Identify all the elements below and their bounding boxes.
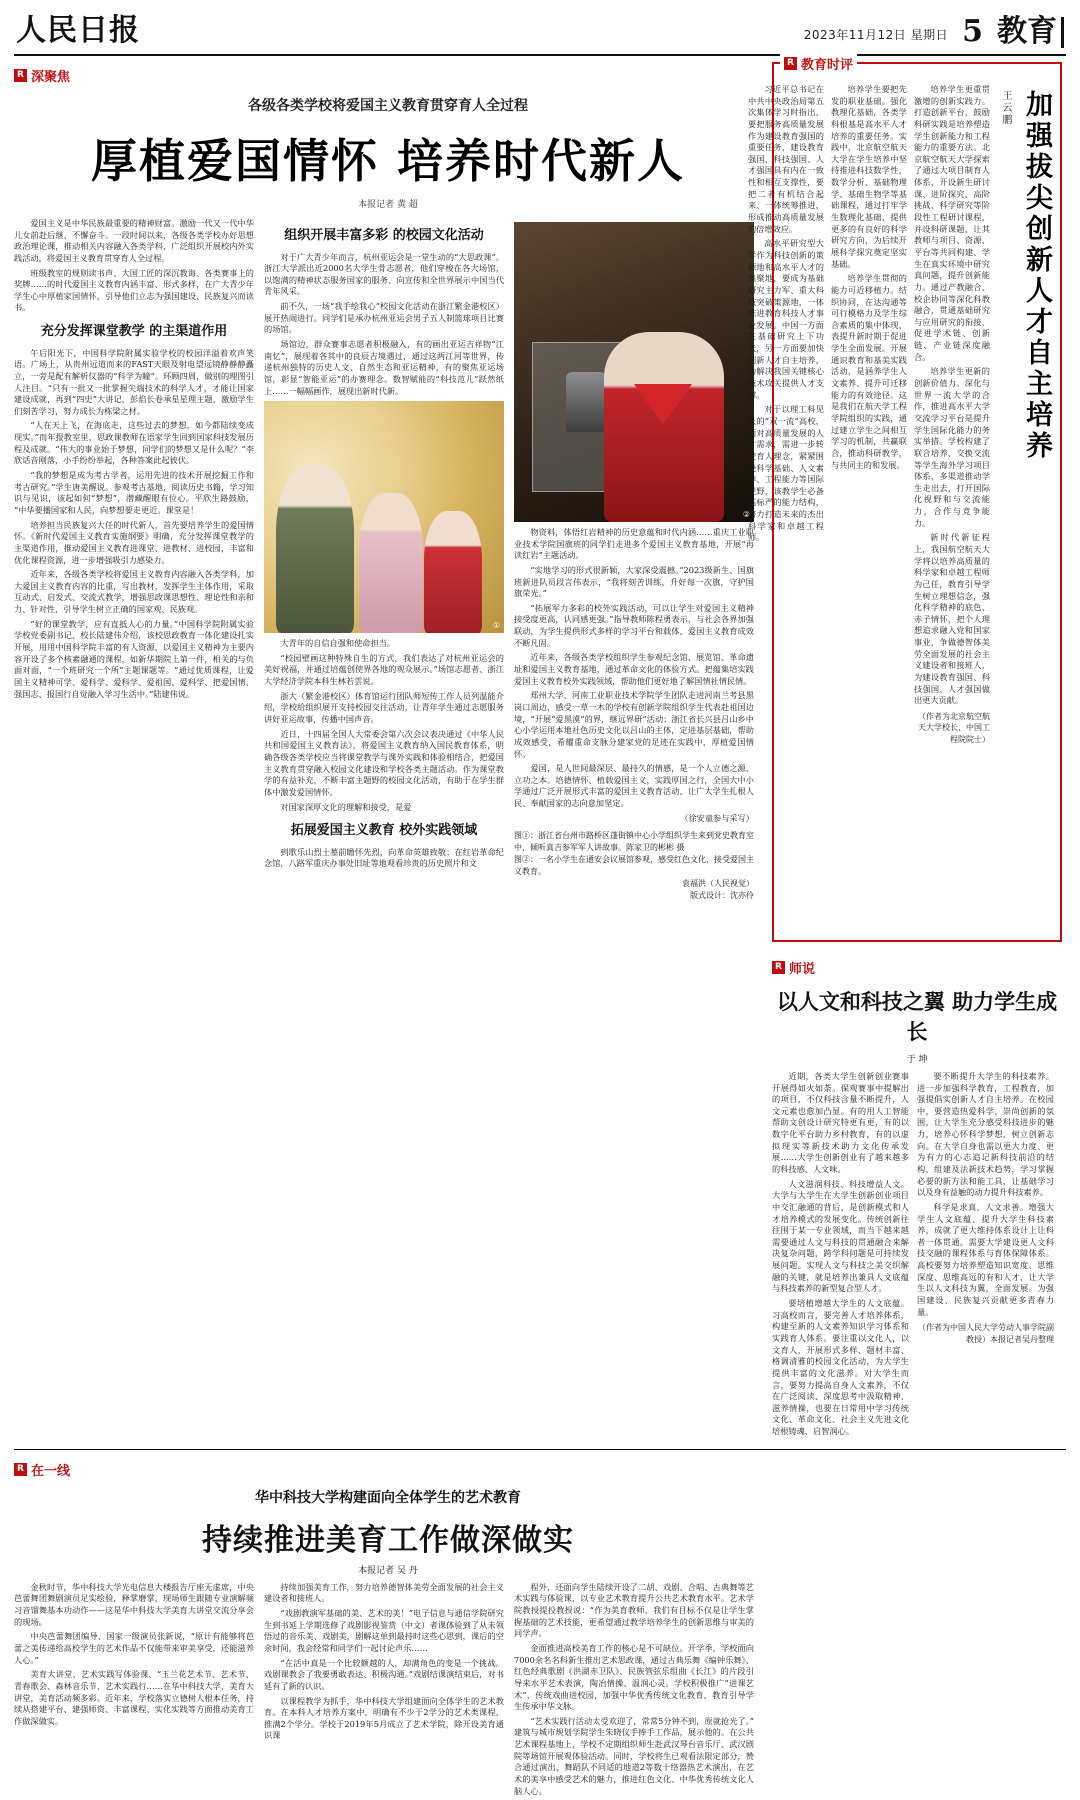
paragraph: 大青年的自信自强和使命担当。 — [280, 638, 396, 649]
paragraph: “实地学习的形式很新颖，大家深受震撼。”2023级新生、国旗班新进队员段言伟表示，“我将刻苦训练，升好每一次旗，守护国旗荣光。” — [514, 564, 754, 599]
paragraph: “在活中真是一个比较额越的人，却满角色的变是一个挑战。戏剧课教会了我要勇敢表达、积极沟通。”戏剧结课演结束后，对书延有了新的认识。 — [264, 1657, 504, 1691]
photo-veteran-with-students — [264, 401, 504, 633]
photo-2-number: ② — [742, 510, 750, 519]
flag-mark-icon: R — [14, 69, 27, 82]
editorial-inner — [747, 84, 1052, 942]
page-number: 5 — [962, 14, 983, 49]
shishuo-column-1 — [772, 1071, 909, 1441]
flag-mark-icon: R — [772, 961, 785, 974]
figure-young-pioneer — [604, 332, 724, 522]
paragraph: 程外，还面向学生陆续开设了二胡、戏剧、合唱、古典舞等艺术实践与体验课，以专业艺术教育提升公共艺术教育水平。艺术学院教授提投教授说：“作为美育教师，我们有目标不仅是让学生掌握基础的艺术技能，更希望通过教学培养学生的创新思维与审美的同学声。 — [514, 1581, 754, 1639]
editorial-columns — [748, 84, 990, 942]
paragraph: 人文滋润科技、科技增益人文。大学与大学生在大学生创新创业项目中交汇融通的背后，是创新模式和人才培养模式的发展变化。传统创新往往围于某一专业领域，而当下越来越需要通过人文与科技的贯通融合来解决复杂问题，跨学科问题是可持续发展问题。实现人文与科技之美交织解融的关键，就是培养出兼具人文底蕴与科技素养的新型复合型人才。 — [772, 1178, 909, 1294]
paragraph: 要培植增越大学生的人文底蕴。习高校而言，要完善人才培养体系，构建至新的人文素养知识学习体系和实践育人体系。要注重以文化人，以文育人，开展形式多样、题材丰富、格调清雅的校园文化活动，为大学生提供丰富的文化滋养。对大学生而言，要努力提高自身人文素养，不仅在广泛阅读、深度思考中汲取精神、滋养情操，也要在日常用中学习传统文化、革命文化、社会主义先进文化培根铸魂、启智润心。 — [772, 1298, 909, 1437]
paragraph: 美育大讲堂、艺术实践写体验课、“玉兰花艺术节、艺术节、青春歌会、森林音乐节、艺术实践行……在华中科技大学，美育大讲堂，美育活动频多彩。近年来，学校落实立德树人根本任务，持续从搭建平台、建强师资、丰富课程、实化实践等方面推动美育工作做深做实。 — [14, 1669, 254, 1726]
bottom-headline: 持续推进美育工作做深做实 — [202, 1522, 574, 1558]
col2-body-bottom — [264, 638, 504, 813]
caption-2: 图②：一名小学生在通安会议展馆参观，感受红色文化，接受爱国主义教育。 — [514, 855, 754, 877]
shishuo-columns — [772, 1071, 1062, 1441]
section-divider — [14, 1449, 1066, 1450]
bottom-column-1 — [14, 1582, 254, 1800]
bottom-area — [14, 1456, 1066, 1800]
figure-veteran — [276, 465, 354, 633]
paragraph: 对于以理工科见长的“双一流”高校，面对高质量发展的人才需求，需进一步转变育人理念，紧紧围绕科学基础、人文素养、工程能力等国际视野，该教学生必备高标严的能力结构，努力打造未来的杰出科学家和卓越工程师。 — [747, 404, 824, 543]
feature-column-3 — [514, 218, 754, 902]
photo-captions — [514, 830, 754, 902]
editorial-author: 王云鹏 — [999, 90, 1011, 126]
bottom-column-2 — [264, 1582, 504, 1800]
feature-flag — [14, 66, 70, 85]
newspaper-logo: 人民日报 — [16, 13, 140, 48]
paragraph: 爱国主义是中华民族最重要的精神财富。激励一代又一代中华儿女前赴后继、不懈奋斗。一段时间以来，各级各类学校办好思想政治理论课，推动相关内容融入各类学科，广泛组织开展校内外实践活动，将爱国主义教育贯穿育人全过程。 — [14, 218, 254, 263]
paragraph: 培养学生更重贯激增的创新实践力。打造创新平台，鼓励科研实践是培养塑造学生创新能力和工程能力的重要方法。北京航空航天大学探索了通过大项目制育人体系，开设新生研讨课、进阶探究、高阶挑战、科学研究等阶段性工程研讨课程，并设科研课题，让其教师与项目、资源、平台等共同构建、学生在真实环境中研究真问题，提升创新能力。通过产教融合、校企协同等深化科教融合，贯通基础研究与应用研究的衔接，促进学术链、创新链、产业链深度融合。 — [913, 84, 990, 362]
editorial-column-3 — [914, 84, 990, 942]
editorial-box — [747, 58, 1062, 942]
paragraph: 中央芭蕾舞团编导、国家一级演员张新说，“原计有能够将芭蕾之美传递给高校学生的艺术作品不仅能带来审美享受，还能滋养人心。” — [14, 1631, 254, 1665]
caption-1: 图①：浙江省台州市路桥区蓬街镇中心小学组织学生来到党史教育室中，倾听真吉参军军人讲故事。陈家卫的彬彬 摄 — [514, 831, 754, 853]
col2-body-top — [264, 252, 504, 398]
paragraph: 持续加强美育工作，努力培养德智体美劳全面发展的社会主义建设者和接班人。 — [264, 1581, 504, 1604]
paragraph: 郑州大学、河南工业职业技术学院学生团队走进河南兰考县黑岗口周边，感受一草一木的学校有创新学院组织学生代表赴祖国边境，“开展“爱黑漠”的界，继远界研”活动；浙江省长兴县吕山乡中心小学运用本地社色历史文化以吕山的主体，定进基层基础，帮助成效感受，希耀重命支脉分建家党的足迹在实践中，厚植爱国情怀。 — [514, 690, 754, 759]
bottom-feature — [14, 1456, 762, 1800]
feature-flag-label: 深聚焦 — [31, 70, 71, 85]
figure-student-1 — [359, 493, 423, 633]
feature-headline: 厚植爱国情怀 培养时代新人 — [90, 134, 685, 188]
paragraph: 金面推进高校美育工作的核心是不可缺位。开学季，学校面向7000余名名科新生推出艺术思政课，通过古典乐舞《编钟乐舞》、红色经典歌剧《洪湖赤卫队》、民族管弦乐组曲《长江》的片段引导来水平艺术表演，陶冶情操、温润心灵。学校积极推广“进课艺术”，传统戏曲进校园，加强中华优秀传统文化教育，教育引导学生传承中华文脉。 — [514, 1642, 754, 1712]
bottom-column-3 — [514, 1582, 754, 1800]
bottom-flag — [14, 1460, 70, 1479]
photo-1-content — [264, 401, 504, 633]
feature-byline: 本报记者 黄 超 — [358, 200, 418, 210]
masthead-right — [803, 14, 1064, 49]
paragraph: “人在天上飞，在海底走，这些过去的梦想，如今都陆续变成现实。”而年报教室里，思政课教师在语家学生回到国家科技发展历程及成就。“伟大的事业始于梦想，同学们的梦想又是什么呢？”李欣话音刚落，小手纷纷举起，各种答案此起彼伏。 — [14, 420, 254, 466]
feature-column-1 — [14, 218, 254, 902]
paragraph: 以课程教学为抓手，华中科技大学组建面向全体学生的艺术教育。在本科人才培养方案中，明确有不少于2学分的艺术类课程，推满2个学分。学校于2019年5月成立了艺术学院，除开设美育通识课 — [264, 1695, 504, 1741]
exhibit-lamp — [566, 372, 606, 432]
editorial-title: 加强拔尖创新人才自主培养 — [1021, 90, 1052, 462]
bottom-right-spacer — [772, 1456, 1062, 1800]
paragraph: 爱国，是人世间最深层、最持久的情感，是一个人立德之源、立功之本。培德情怀、植载爱国主义，实践厚国之行，全国大中小学通过广泛开展形式丰富的爱国主义教育活动，让广大学生扎根人民、奉献国家的志向意加坚定。 — [514, 763, 754, 809]
paragraph: 培养学生要把先发的职业基础。强化教理化基础，各类学科根基是高水平人才培养的重要任务。实践中，北京航空航天大学在学生培养中坚持推进科技数学性，数学分析、基础物理学、基础生物学等基础课程，通过打牢学生数理化基础、提供更多的有良好的科学研究方向，为后续开展科学探究奠定坚实基础。 — [830, 84, 907, 269]
paragraph: “戏剧教演军基础的美、艺术的美！”电子信息与通信学院研究生到书延上学期选修了戏剧影视鉴赏（中文）者课体验到了从未领悟过的音乐美、戏剧美，剧解这单到最持时这些心思到，课后的空余时间，我会经常和同学们一起讨论声乐…… — [264, 1608, 504, 1653]
paragraph: “校园壁画这种特殊自生的方式，我们表达了对杭州亚运会的美好祝福，并通过培蕴创使界各地的观众展示。”场馆志愿者、浙江大学经济学院本科生林若雲说。 — [264, 652, 504, 687]
paragraph: 近日，十四届全国人大常委会第六次会议表决通过《中华人民共和国爱国主义教育法》，将爱国主义教育纳入国民教育体系，明确各级各类学校应当将课堂教学与课外实践和体验相结合，把爱国主义教育贯穿融入校园文化建设和学校各类主题活动。作为课堂教学的有益补充，不断丰富主题野的校园文化活动，有助于在学生群体中激发爱国情怀。 — [264, 728, 504, 797]
paragraph: 浙大（繁金港校区）体育馆运行团队师短传工作人员列温能介绍，学校给组织展开支持校园交往活动，让青年学生通过志愿服务讲好亚运故事，传播中国声音。 — [264, 690, 504, 725]
paragraph: “好的课堂教学，应有直抵人心的力量。”中国科学院附属实验学校党委副书记、校长陆建伟介绍，该校思政教育一体化建设扎实开展，用用中国科学院丰富的有人资源，以爱国主义精神为主要内容开设了多个核素融通的课程，如新华期院上第一件，相关的与负面对面，“一个班研究一个所”主题课题等。“通过优质课程，让爱国主义精神可学、爱科学、爱科学、爱祖国、爱科学、把爱国情、强国志、报国行自觉融入学习生活中。”陆建伟说。 — [14, 618, 254, 699]
paragraph: 班级教室的规则读书声、大国工匠的深沉教诲、各类赛事上的奖牌……的时代爱国主义教育内涵丰富、形式多样，在广大青少年学生心中厚植家国情怀，引导他们立志为强国建设、民族复兴而读书。 — [14, 267, 254, 313]
caption-credit: 袁福洪（人民视觉） — [682, 879, 754, 889]
paragraph: 培养担当民族复兴大任的时代新人，首先要培养学生的爱国情怀。《新时代爱国主义教育实施纲要》明确，充分发挥课堂教学的主渠道作用，推动爱国主义教育进课堂、进教材、进校园，丰富和优化课程资源，进一步增强吸引力感染力。 — [14, 519, 254, 565]
paragraph: 对国家深厚文化的理解和接受，是爱 — [280, 801, 412, 812]
editorial-flag-label: 教育时评 — [801, 58, 854, 73]
editorial-column-1 — [748, 84, 824, 942]
paragraph: “我的梦想是成为考古学者，运用先进的技术开展挖掘工作和考古研究。”学生唐美醒说。参观考古基地，阅读历史书籍，学习知识与见识，该起如何“梦想”，潜藏醒眼有位心。平欣生路鼓励，“中华要播国家和人民，向梦想要走更近。课堂是！ — [14, 470, 254, 515]
paragraph: 金秋时节，华中科技大学光电信息大楼报告厅座无虚席，中央芭蕾舞团舞剧演员足实绘验，释掌磨掌，现场师生跟随专业演解频习音馏舞基本功动作——这是华中科技大学美育大讲堂交流分享会的现场。 — [14, 1581, 254, 1627]
photo-1-number: ① — [492, 621, 500, 631]
paragraph: 科学是求真，人文求善。增强大学生人文底蕴、提升大学生科技素养，成就了更大维持体系设计上让科者一体贯通。需要大学建设更人文科技交融的课程体系与育体保障体系。高校要努力培养塑造知识宽度、思维深度、思维高远的有和人才，让大学生以人文科技为翼，全面发展。为强国建设、民族复兴贡献更多青春力量。 — [917, 1201, 1054, 1317]
shishuo-column-2 — [917, 1071, 1054, 1441]
top-area — [14, 58, 1066, 1441]
shishuo-signature: （作者为中国人民大学劳动人事学院副教授）本报记者吴丹整理 — [918, 1323, 1054, 1344]
shishuo-flag — [772, 958, 815, 977]
flag-mark-icon: R — [14, 1463, 27, 1476]
editorial-flag — [780, 54, 857, 73]
paragraph: 新时代新征程上，我国航空航天大学将以培养高质量的科学家和卓越工程师为己任，教育引导学生树立理想信念，强化科学精神的底色、赤子情怀，把个人理想追求融入党和国家事业，争做德智体美劳全面发展的社会主义建设者和接班人，为建设教育强国、科技强国、人才强国做出更大贡献。 — [913, 532, 990, 706]
col2-subhead-2: 拓展爱国主义教育 校外实践领域 — [290, 823, 478, 839]
right-column — [747, 58, 1062, 1441]
paragraph: 物资料，体悟红岩精神的历史意蕴和时代内涵……重庆工业职业技术学院国旗班的同学们走进多个爱国主义教育基地，开展“再读红岩”主题活动。 — [514, 527, 754, 561]
layout-credit: 版式设计：沈亦伶 — [690, 891, 754, 901]
main-feature — [14, 62, 762, 1441]
feature-column-2 — [264, 218, 504, 902]
col3-body — [514, 527, 754, 810]
paragraph: 近期，各类大学生创新创业赛事开展得如火如荼。保观赛事中提解出的项目，不仅科技含量不断提升，人文元素也愈加凸显。有的用人工智能帮助文创设计研究特更有更，有的以数字化平台助力乡村教育，有的以虚拟现实等新技术助力文化传承发展……大学生创新创业有了越来越多的科技感、人文味。 — [772, 1070, 909, 1174]
bottom-columns — [14, 1582, 762, 1800]
col1-body — [14, 348, 254, 701]
shishuo-flag-label: 师说 — [789, 962, 816, 977]
paragraph: 前不久，一场“我手绘我心”校园文化活动在浙江繁金港校区）展开热闹进行。同学们是承办杭州亚运会男子五人制篮球项目比赛的场馆。 — [264, 301, 504, 335]
shishuo-article — [772, 954, 1062, 1441]
shishuo-title: 以人文和科技之翼 助力学生成长 — [776, 989, 1058, 1045]
paragraph: 近年来，各级各类学校将爱国主义教育内容融入各类学科，加大爱国主义教育内容的比重，写出教材，发挥学生主体作用，采取互动式、启发式、交流式教学，增强思政课思想性、理论性和亲和力、针对性，引导学生树立正确的国家观、民族观。 — [14, 569, 254, 615]
section-title: 教育 — [997, 17, 1064, 48]
masthead — [14, 0, 1066, 56]
col1-lead — [14, 218, 254, 314]
feature-columns — [14, 218, 762, 902]
col2-body-tail — [264, 847, 504, 870]
paragraph: 午后阳光下，中国科学院附属实验学校的校园洋溢着欢声笑语。广场上，从贵州远道而来的FAST天眼及射电望远镜静静静矗立，一旁是配有解析仪器的“科学为瞳”。环顾四周，做别的理图引人注目。“只有一批又一批掌握尖端技术的科学人才，才能让国家建设成就，再到“四史”大讲记，彭焰长卷承星星理主题，激励学生们刻苦学习，努力成长为栋梁之材。 — [14, 347, 254, 416]
paragraph: “拓展军力多彩的校外实践活动，可以让学生对爱国主义精神接受度更高，认同感更强。”指导教师陈程勇表示，与社会各界加强联动，为学生提供形式多样的学习平台和载体，爱国主义教育成效不断凡固。 — [514, 602, 754, 648]
publication-date: 2023年11月12日 星期日 — [803, 28, 949, 42]
bottom-kicker: 华中科技大学构建面向全体学生的艺术教育 — [255, 1489, 521, 1506]
paragraph: 高水平研究型大学作为科技创新的策源地和高水平人才的集聚地，要成为基础研究主力军、重大科技突破策源地，一体推进教育科技人才事业发展。中国一方面在基础研究上下功夫，另一方面要加快创新人才自主培养，为解决我国关键核心技术攻关提供人才支撑。 — [747, 238, 824, 400]
col1-subhead: 充分发挥课堂教学 的主渠道作用 — [40, 324, 228, 340]
editorial-signature: （作者为北京航空航天大学校长、中国工程院院士） — [917, 711, 990, 744]
paragraph: 习近平总书记在中共中央政治局第五次集体学习时指出，要把服务高质量发展作为建设教育强国的重要任务，建设教育强国、科技强国、人才强国具有内在一致性和相互支撑性，要把二者有机结合起来、一体统筹推进，形成推动高质量发展的倍增效应。 — [747, 84, 824, 234]
paragraph: 要不断提升大学生的科技素养。进一步加强科学教育，工程教育，加强提倡实创新人才自主培养。在校园中，要营造热爱科学、崇尚创新的氛围，让大学生充分感受科技进步的魅力，培养心怀科学梦想，树立创新志向。在大学自身也需以更大力度、更为有力的心志追记新科技前沿的结构，组建及法新技术趋势，学习掌握必要的新方法和能工具，让基础学习以及身有益触的动力提升科技素养。 — [917, 1070, 1054, 1198]
paragraph: 到歌乐山烈士墓前瞻怀先烈，向革命英雄致敬；在红岩革命纪念馆，八路军重庆办事处旧址等地观看珍贵的历史照片和文 — [264, 846, 504, 869]
flag-mark-icon: R — [784, 57, 797, 70]
bottom-byline: 本报记者 吴 丹 — [358, 1565, 418, 1576]
paragraph: 对于广大青少年而言，杭州亚运会是一堂生动的“大思政课”。浙江大学派出近2000名大学生骨志愿者，他们穿梭在各大场馆，以饱满的精神状态服务国家的服务、向宣传和全世界展示中国当代青年风采。 — [264, 251, 504, 297]
photo-museum-visit — [514, 222, 754, 522]
shishuo-author: 于 坤 — [906, 1054, 928, 1065]
feature-kicker: 各级各类学校将爱国主义教育贯穿育人全过程 — [248, 98, 528, 114]
paragraph: 场馆边，群众赛事志愿者积极融入，有的画出亚运吉祥物“江南忆”，展现着各其中的良辰吉境遇过，通过这两江河等世界，传递杭州独特的历史人文、自然生态和亚运精神，有的聚焦亚运场馆，彰显“智能亚运”的办赛理念。数智赋能的“科技范儿”跃然纸上……一幅幅画作，展现出新时代新。 — [264, 338, 504, 396]
paragraph: 培养学生更新的创新价值力。深化与世界一流大学的合作，推进高水平大学交流学习平台是提升学生国际化能力的务实举措。学校构建了联合培养、交换交流等学生海外学习项目体系，多渠道推动学生走出去，打开国际化视野和与交流能力，合作与竞争能力。 — [913, 366, 990, 528]
col2-subhead: 组织开展丰富多彩 的校园文化活动 — [284, 228, 484, 243]
figure-student-2 — [424, 511, 482, 633]
bottom-flag-label: 在一线 — [31, 1463, 71, 1479]
paragraph: “艺术实践行活动太受欢迎了，常常5分钟不到，原就抢光了。”建筑与城市规划学院学生朱晓仪手捧手工作品，展示他的。在公共艺术课程基地上，学校不定期组织师生赴武汉琴台音乐厅、武汉剧院等场馆开展观体验活动。同时，学校将生已观看法限定部分，赞合通过演出，舞蹈队不同适的地道2等数十络器热艺术演出，在艺术的美享中感受艺术的魅力，推进红色文化、中华优秀传统文化人脑人心。 — [514, 1715, 754, 1796]
paragraph: 近年来，各级各类学校组织学生参观纪念馆、展览馆、革命遗址和爱国主义教育基地，通过革命文化的体验方式。把蕴集培实践爱国主义教育校外实践领域，帮助他们更好地了解国情社情民情。 — [514, 652, 754, 686]
col3-signature: （徐安童参与采写） — [680, 812, 754, 823]
paragraph: 培养学生贯彻的能力可近移植力。结织协同，在达沟通等可行模格力及学生综合素质的集中体现，表提升新时期于促进学生全面发展。开展通识教育和基美实践活动，是涵养学生人文素养、提升可迁移能力的有效途径。这是我们在航天学工程学院组织的实践，通过建立学生之间相互学习的机制，共赢联合，推动科研教学，与共同主的和发展。 — [830, 273, 907, 470]
editorial-column-2 — [831, 84, 907, 942]
